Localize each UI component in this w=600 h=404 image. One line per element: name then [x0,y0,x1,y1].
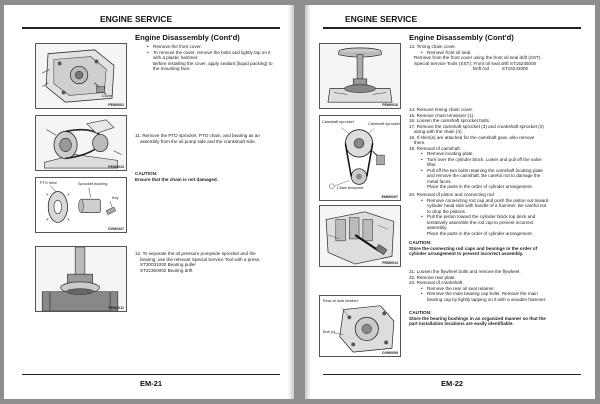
caution-text-line-1: Store the connecting rod caps and bearings in the order of [409,245,538,251]
caution-title: CAUTION: [409,240,432,245]
figure-label-key: Key [112,196,119,200]
figure-id: PEM0014 [382,261,398,265]
caution-2-text-line-2: part installation locations are easily identifiable. [409,321,514,326]
figure-label-camshaft-sprocket-2: Camshaft sprocket [368,122,400,126]
step-10-line-3: with a plastic hammer. [153,55,199,60]
step-18-line-2: them. [414,140,426,145]
step-23-line-4: bearing cap by lightly tapping on it with a wooden hammer. [427,296,547,302]
piston-removal-illustration [320,206,400,266]
step-19-line-6: and remove the camshaft. Be careful not to damage the [427,173,541,178]
step-18-line-1: 18. If shim(s) are attached for the camshaft gear, also remove [409,134,535,140]
steps-14-19-text [409,107,544,190]
caution-block-2 [409,310,546,327]
pto-removal-illustration [36,116,126,170]
step-15-line: 15. Remove chain tensioner (1). [409,112,475,118]
figure-label-camshaft-sprocket-1: Camshaft sprocket [322,120,354,124]
caution-text: Ensure that the chain is not damaged. [135,176,218,182]
step-13-text [409,44,542,72]
step-10-line-2: • To remove the cover, remove the bolts and lightly tap on it [135,50,273,56]
figure-pto-removal [35,115,127,171]
figure-bearing-press [35,246,127,312]
page-header [22,13,280,29]
step-12-text [135,251,260,273]
front-cover-illustration [36,44,126,108]
step-12-line-1: 12. To separate the oil pressure pumpside sprocket and the [135,251,256,256]
figure-pto-sprocket [35,177,127,233]
figure-id: PEM0011 [108,306,124,310]
step-19-line-5: • Pull off the two bolts retaining the camshaft locating plate [409,168,544,174]
page-header [323,13,581,29]
step-10-text [135,44,273,72]
step-11-text [135,133,260,144]
step-14-line: 14. Remove timing chain cover. [409,107,474,112]
figure-timing-chain [319,115,401,201]
right-page [305,5,595,399]
step-11-line-1: 11. Remove the PTO sprocket, PTO chain, and bearing as an [135,133,260,138]
step-13-line-5: Drift rod ST15243000 [414,66,529,71]
caution-title: CAUTION: [135,171,158,176]
step-13-line-3: Remove from the front cover using the front oil seal drift (SST). [414,55,542,60]
left-page [4,5,294,399]
step-17-line-2: along with the chain (4). [414,129,463,134]
step-20-line-5: • Pull the piston toward the cylinder block top deck and [409,214,548,220]
steps-21-23-text [409,269,546,302]
step-13-line-4: Special Service Tools (SST): Front oil seal drift ST15245000 [414,60,537,66]
section-title: Engine Disassembly (Cont'd) [135,33,240,42]
page-footer [22,374,280,392]
step-12-line-3: ST30031000 Bearing puller [140,262,196,267]
step-13-line-2: • Remove front oil seal. [409,50,542,56]
step-20-line-4: to drop the pistons. [427,208,467,214]
figure-id: PEM0016 [382,103,398,107]
step-20-line-7: assembly. [427,225,448,230]
figure-id: PEM0013 [108,165,124,169]
step-19-line-2: • Remove locating plate. [409,151,544,157]
step-13-line-1: 13. Timing chain cover. [409,44,456,49]
figure-front-cover [35,43,127,109]
page-footer [323,374,581,392]
step-23-line-1: 23. Removal of crankshaft [409,280,463,285]
caution-block [409,240,537,257]
step-12-line-2: bearing, use the relevant Special Service Tool with a press. [140,256,261,262]
figure-crankshaft-removal [319,295,401,357]
step-20-text [409,192,548,236]
figure-id: OVM0059 [381,351,398,355]
figure-label-chain-tensioner: Chain tensioner [337,186,364,190]
section-title: Engine Disassembly (Cont'd) [409,33,514,42]
figure-label-rear-oil-seal-retainer: Rear oil seal retainer [323,299,359,303]
figure-id: OVM0347 [107,227,124,231]
step-20-line-8: Place the parts in the order of cylinder arrangement. [427,230,533,236]
step-19-line-3: • Turn over the cylinder block. Lower and pull off the valve [409,157,544,163]
figure-label-cover: Cover [102,94,113,98]
caution-text-line-2: cylinder arrangement to prevent incorrect assembly. [409,251,524,256]
step-10-line-1: • Remove the front cover. [135,44,273,50]
oil-seal-drift-illustration [320,44,400,108]
step-20-line-2: • Remove connecting rod cap and push the piston out toward [409,198,548,204]
page-number: EM-21 [139,379,163,388]
figure-label-pto-drive: PTO drive [40,181,58,185]
step-20-line-3: cylinder head side with handle of a hammer. Be careful not [427,203,547,208]
step-20-line-6: tentatively assemble the rod cap to prevent incorrect [427,219,534,225]
caution-2-title: CAUTION: [409,310,432,315]
page-header-title: ENGINE SERVICE [100,14,173,24]
step-10-line-4: Before installing the cover, apply sealant (liquid packing) to [153,60,273,66]
caution-2-text-line-1: Store the bearing bushings in an organized manner so that the [409,315,546,321]
step-11-line-2: assembly from the oil pump side and the crankshaft side. [140,138,256,144]
figure-label-bolt: Bolt (x) [323,330,336,334]
step-19-line-4: lifter. [427,162,437,167]
bearing-press-illustration [36,247,126,311]
step-10-line-5: the mounting face. [153,66,191,71]
step-23-line-2: • Remove the rear oil seal retainer. [409,286,546,292]
figure-id: EMM0097 [381,195,398,199]
step-12-line-4: ST22360002 Bearing drift [140,267,193,273]
step-19-line-8: Place the parts in the order of cylinder arrangement. [427,184,533,189]
step-16-line: 16. Loosen the camshaft sprocket bolts. [409,118,491,123]
step-22-line: 22. Remove rear plate. [409,274,456,280]
step-19-line-1: 19. Removal of camshaft [409,145,460,151]
page-number: EM-22 [440,379,464,388]
step-20-line-1: 20. Removal of piston and connecting rod [409,192,494,197]
figure-label-sprocket-bushing: Sprocket bushing [78,182,108,186]
step-23-line-3: • Remove the main bearing cap bolts. Remove the main [409,291,546,297]
caution-block [135,171,218,182]
step-21-line: 21. Loosen the flywheel bolts and remove the flywheel. [409,269,521,274]
page-header-title: ENGINE SERVICE [345,14,418,24]
crankshaft-removal-illustration [320,296,400,356]
step-17-line-1: 17. Remove the camshaft sprocket (3) and crankshaft sprocket (2) [409,123,544,129]
figure-oil-seal-drift [319,43,401,109]
figure-piston-removal [319,205,401,267]
step-19-line-7: metal faces. [427,178,452,184]
figure-id: PEM0001 [108,103,124,107]
